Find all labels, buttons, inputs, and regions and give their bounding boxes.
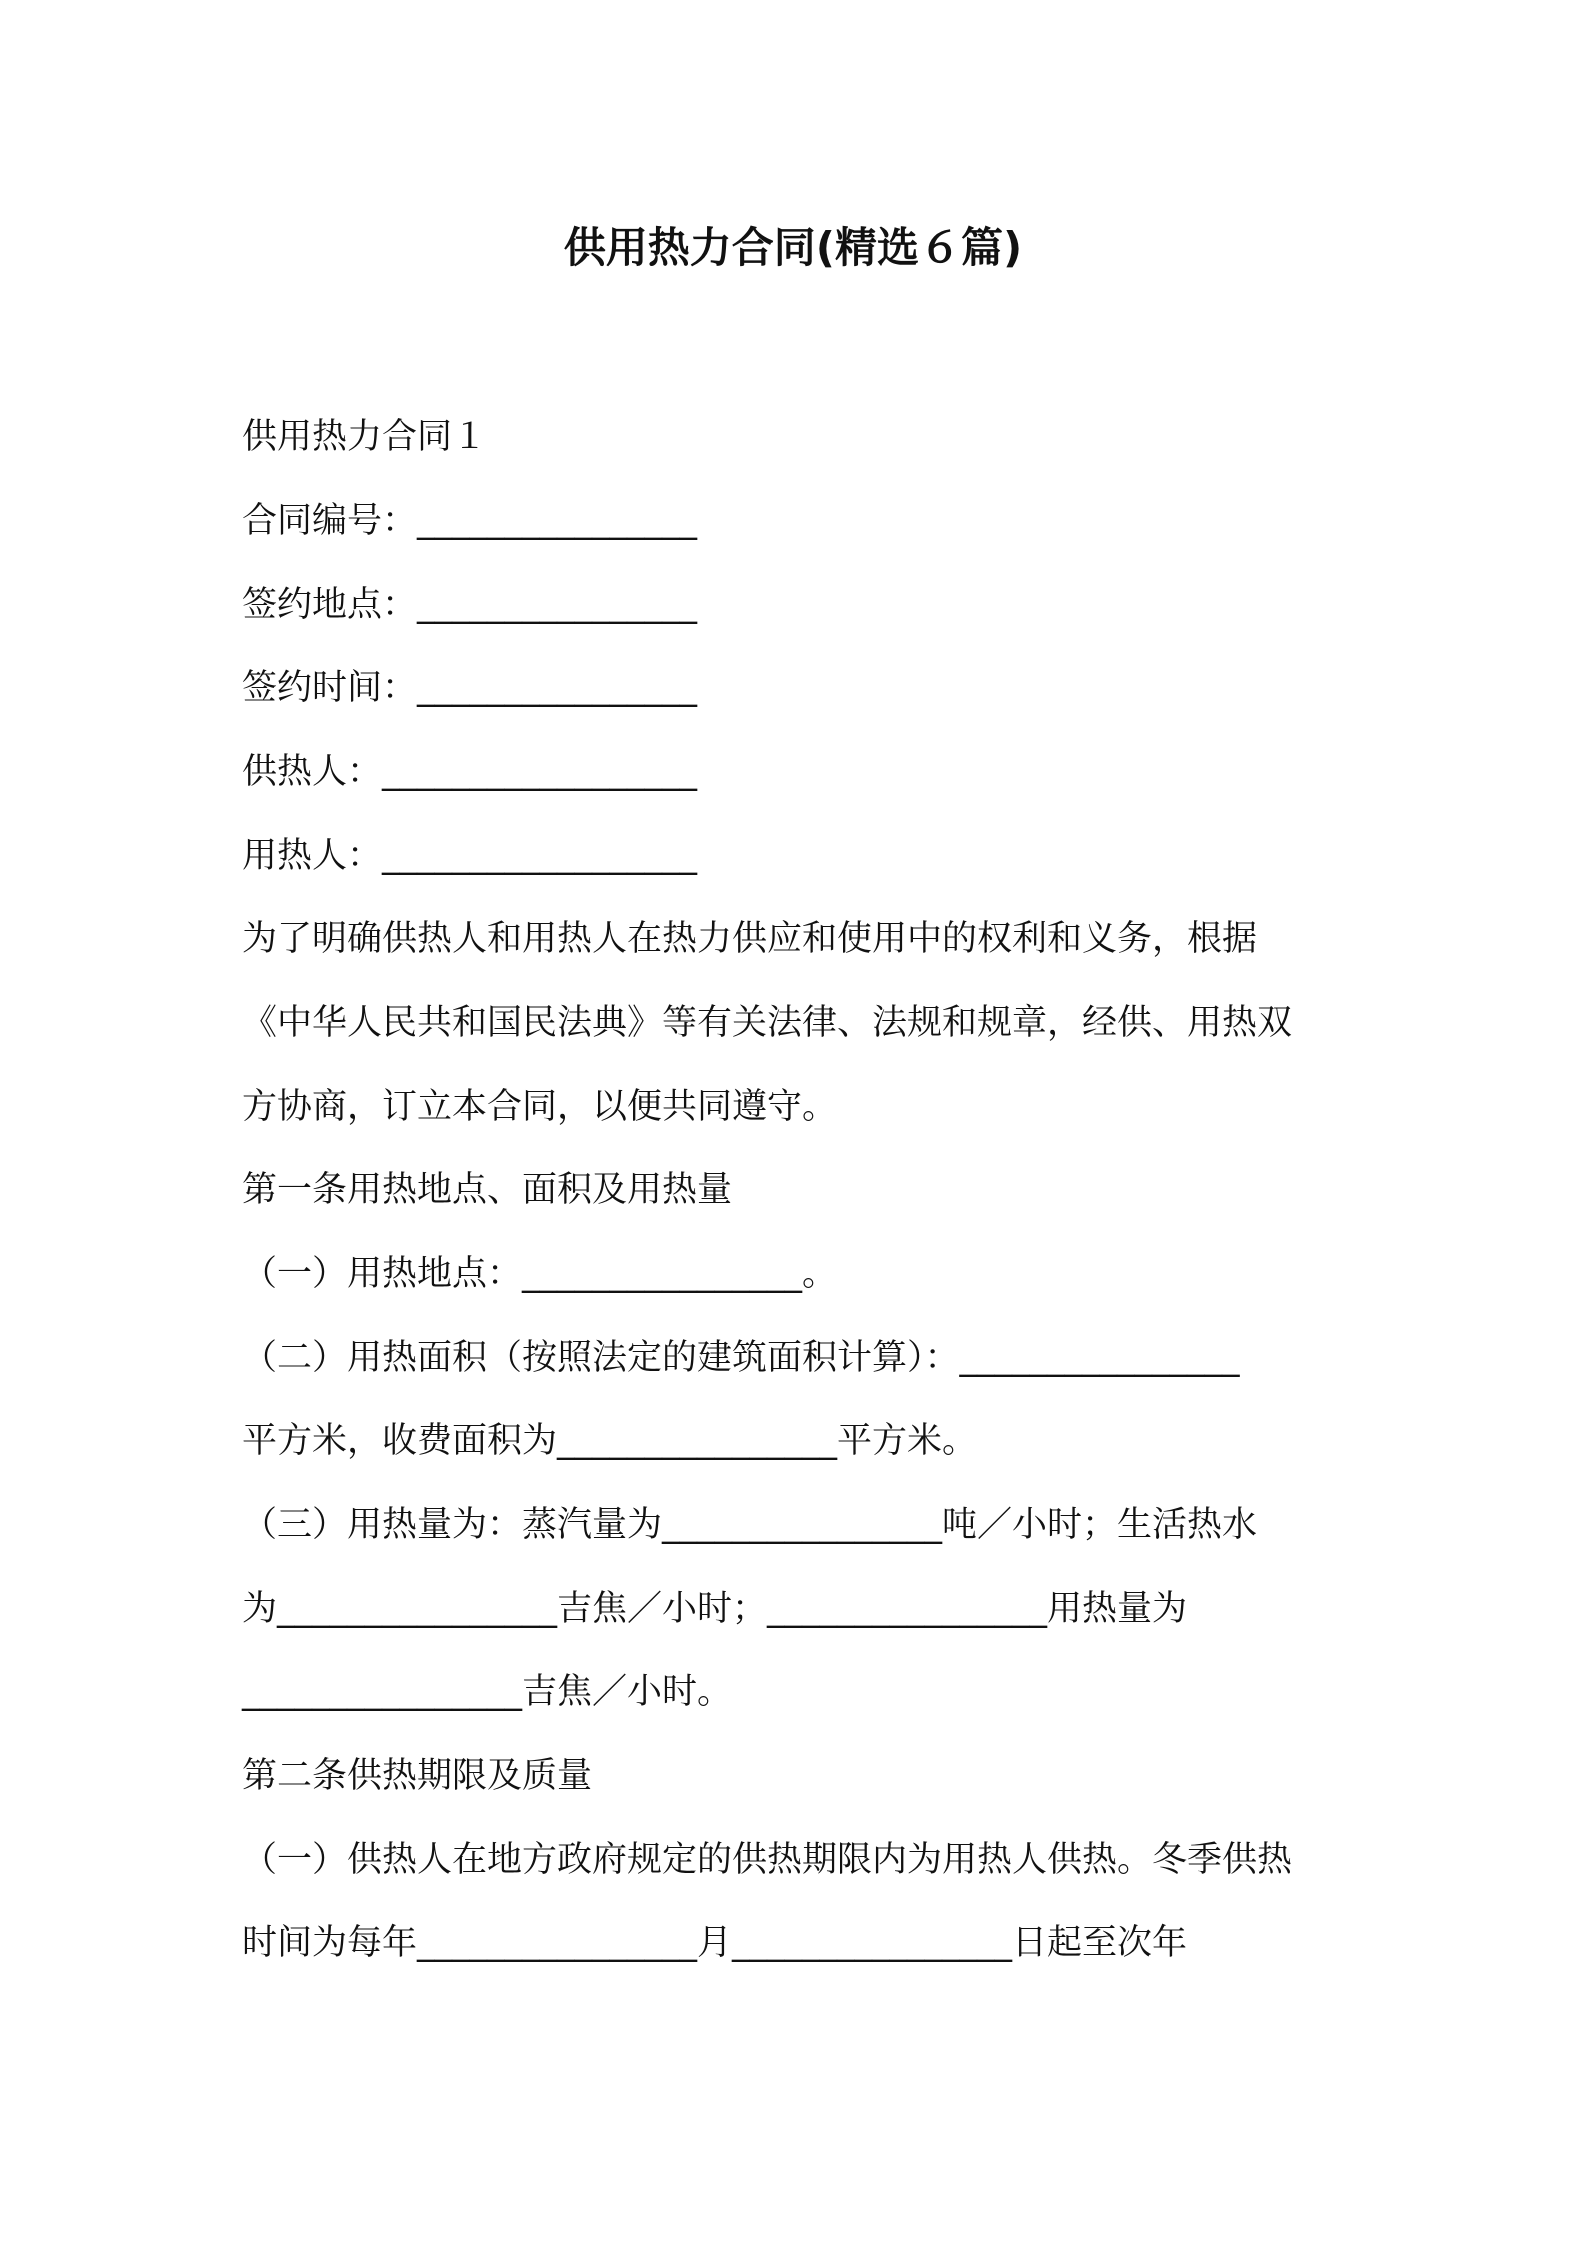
article-1-heading: 第一条用热地点、面积及用热量	[242, 1170, 733, 1210]
article-1-item-3-line-1: （三）用热量为：蒸汽量为________________吨／小时；生活热水	[242, 1505, 1258, 1545]
signing-place-field: 签约地点：________________	[242, 585, 698, 625]
preamble-line-1: 为了明确供热人和用热人在热力供应和使用中的权利和义务，根据	[242, 919, 1258, 959]
article-2-item-1-line-1: （一）供热人在地方政府规定的供热期限内为用热人供热。冬季供热	[242, 1840, 1293, 1880]
heat-user-field: 用热人：__________________	[242, 836, 698, 876]
document-title: 供用热力合同(精选６篇)	[563, 223, 1023, 272]
article-2-heading: 第二条供热期限及质量	[242, 1756, 593, 1796]
article-1-item-3-line-3: ________________吉焦／小时。	[242, 1672, 733, 1712]
section-heading-contract-1: 供用热力合同１	[242, 417, 488, 457]
article-2-item-1-line-2: 时间为每年________________月________________日起至次年	[242, 1923, 1188, 1963]
contract-number-field: 合同编号：________________	[242, 501, 698, 541]
preamble-line-3: 方协商，订立本合同，以便共同遵守。	[242, 1087, 838, 1127]
preamble-line-2: 《中华人民共和国民法典》等有关法律、法规和规章，经供、用热双	[242, 1003, 1293, 1043]
heat-supplier-field: 供热人：__________________	[242, 752, 698, 792]
article-1-item-1: （一）用热地点：________________。	[242, 1254, 838, 1294]
article-1-item-2-line-2: 平方米，收费面积为________________平方米。	[242, 1421, 978, 1461]
article-1-item-3-line-2: 为________________吉焦／小时；________________用热量为	[242, 1589, 1188, 1629]
article-1-item-2-line-1: （二）用热面积（按照法定的建筑面积计算）：________________	[242, 1338, 1240, 1378]
signing-time-field: 签约时间：________________	[242, 668, 698, 708]
